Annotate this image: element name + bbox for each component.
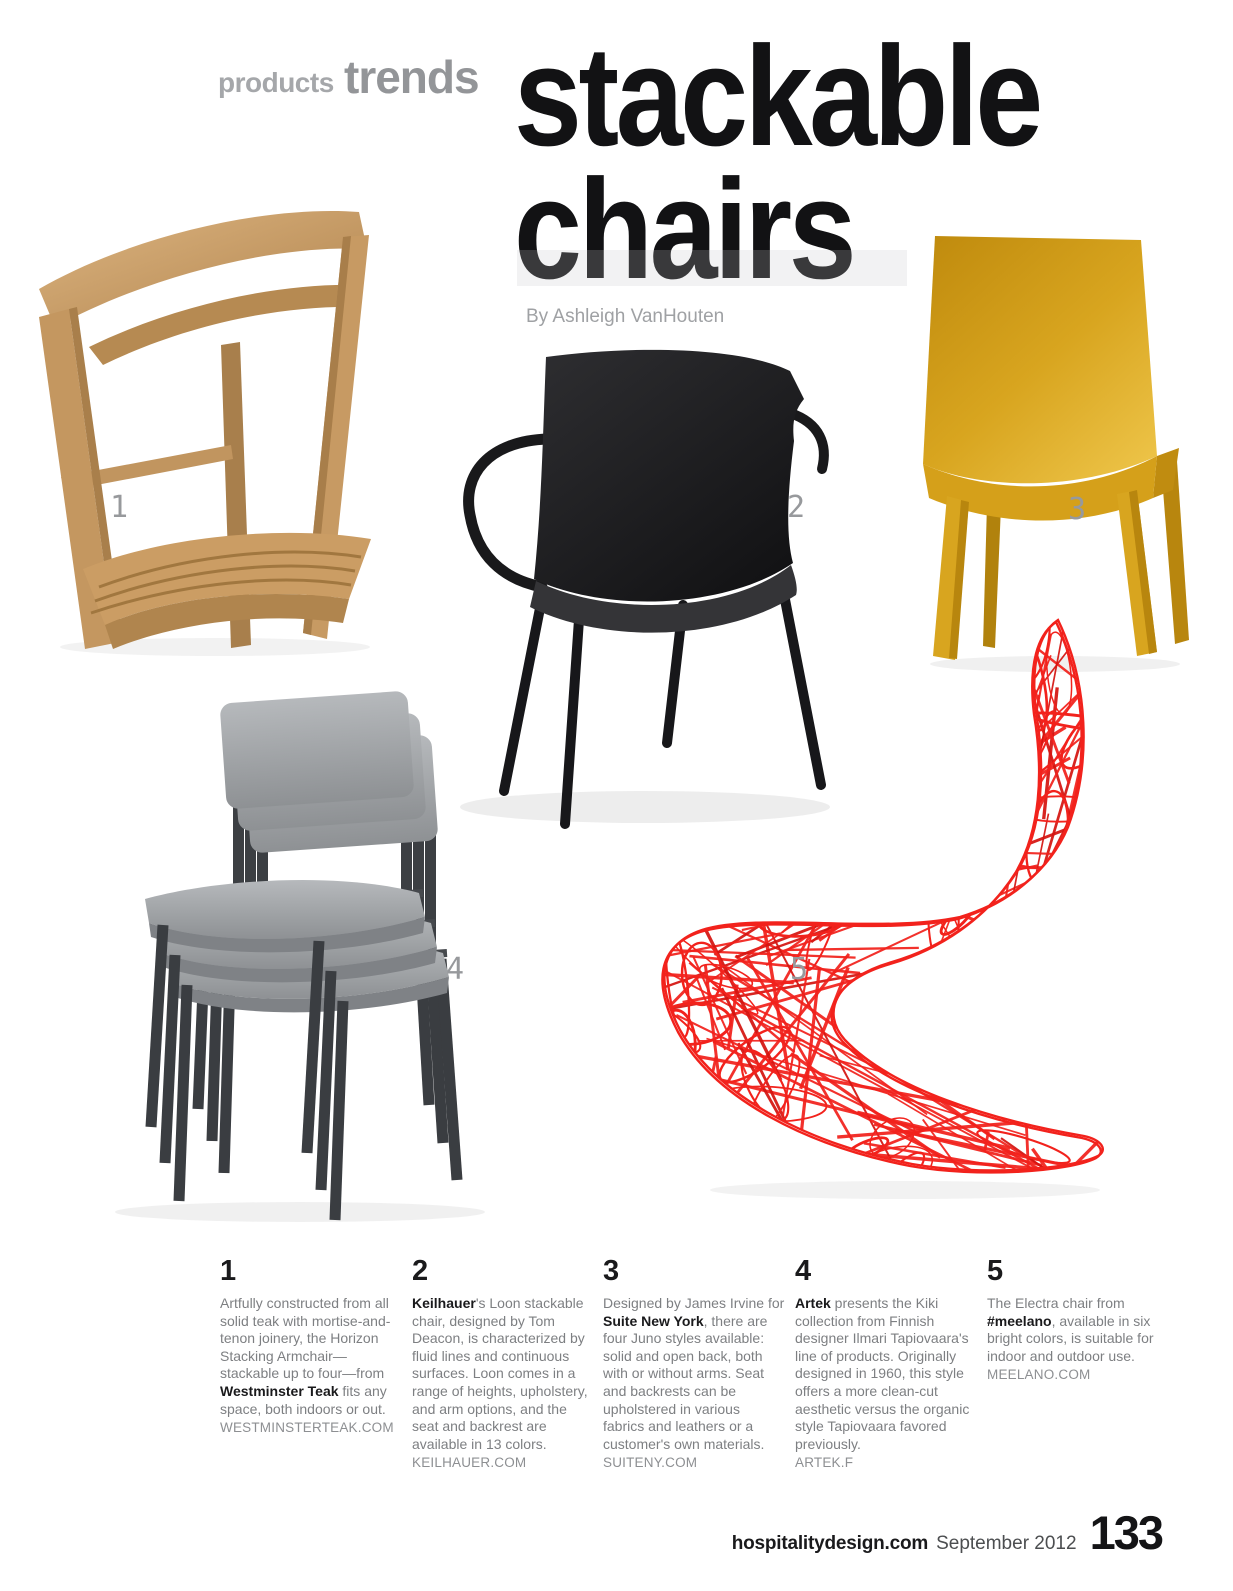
teak-armchair-photo xyxy=(25,195,425,660)
description-column-3 xyxy=(603,1256,785,1472)
title-band-overlay xyxy=(517,250,907,286)
figure-number-4: 4 xyxy=(446,952,465,987)
item-number: 2 xyxy=(412,1255,429,1287)
page-title-line1: stackable xyxy=(514,17,1040,176)
floor-shadow xyxy=(710,1181,1100,1199)
item-text: Artfully constructed from all solid teak with mortise-and-tenon joinery, the Horizon Stacking Armchair—stackable up to four—from Westminster Teak fits any space, both indoors or out. xyxy=(220,1295,391,1417)
kicker-trends: trends xyxy=(344,51,479,103)
item-text: The Electra chair from #meelano, available in six bright colors, is suitable for indoor and outdoor use. xyxy=(987,1295,1154,1364)
figure-number-2: 2 xyxy=(787,490,806,525)
yellow-chair-photo xyxy=(895,228,1225,673)
kicker-products: products xyxy=(218,67,334,98)
description-column-5 xyxy=(987,1256,1169,1384)
footer-site: hospitalitydesign.com xyxy=(731,1533,929,1554)
footer-page-number: 133 xyxy=(1089,1506,1162,1559)
figure-number-3: 3 xyxy=(1068,492,1087,527)
item-website: KEILHAUER.COM xyxy=(412,1455,527,1471)
item-website: ARTEK.F xyxy=(795,1455,854,1471)
page-footer xyxy=(732,1505,1162,1560)
floor-shadow xyxy=(115,1202,485,1222)
description-column-1 xyxy=(220,1256,402,1437)
item-website: MEELANO.COM xyxy=(987,1367,1091,1383)
item-number: 3 xyxy=(603,1255,620,1287)
item-number: 1 xyxy=(220,1255,237,1287)
item-number: 4 xyxy=(795,1255,812,1287)
item-text: Artek presents the Kiki collection from Finnish designer Ilmari Tapiovaara's line of products. Originally designed in 1960, this style offers a more clean-cut aesthetic versus the organic style Tapiovaara favored previously. xyxy=(795,1295,970,1452)
item-text: Keilhauer's Loon stackable chair, designed by Tom Deacon, is characterized by fluid lines and continuous surfaces. Loon comes in a range of heights, upholstery, and arm options, and the seat and backrest are available in 13 colors. xyxy=(412,1295,588,1452)
footer-issue-date: September 2012 xyxy=(936,1533,1077,1554)
red-wire-chair-photo xyxy=(640,612,1110,1212)
byline: By Ashleigh VanHouten xyxy=(526,306,725,327)
item-website: SUITENY.COM xyxy=(603,1455,698,1471)
item-number: 5 xyxy=(987,1255,1004,1287)
description-column-4 xyxy=(795,1256,977,1472)
item-website: WESTMINSTERTEAK.COM xyxy=(220,1420,394,1436)
stacked-gray-chairs-photo xyxy=(85,685,505,1225)
figure-number-1: 1 xyxy=(110,490,129,525)
description-column-2 xyxy=(412,1256,594,1472)
item-text: Designed by James Irvine for Suite New York, there are four Juno styles available: solid and open back, both with or without arms. Seat and backrests can be upholstered in various fabrics and leathers or a customer's own materials. xyxy=(603,1295,785,1452)
page-title-line2: chairs xyxy=(514,150,854,309)
figure-number-5: 5 xyxy=(790,952,809,987)
